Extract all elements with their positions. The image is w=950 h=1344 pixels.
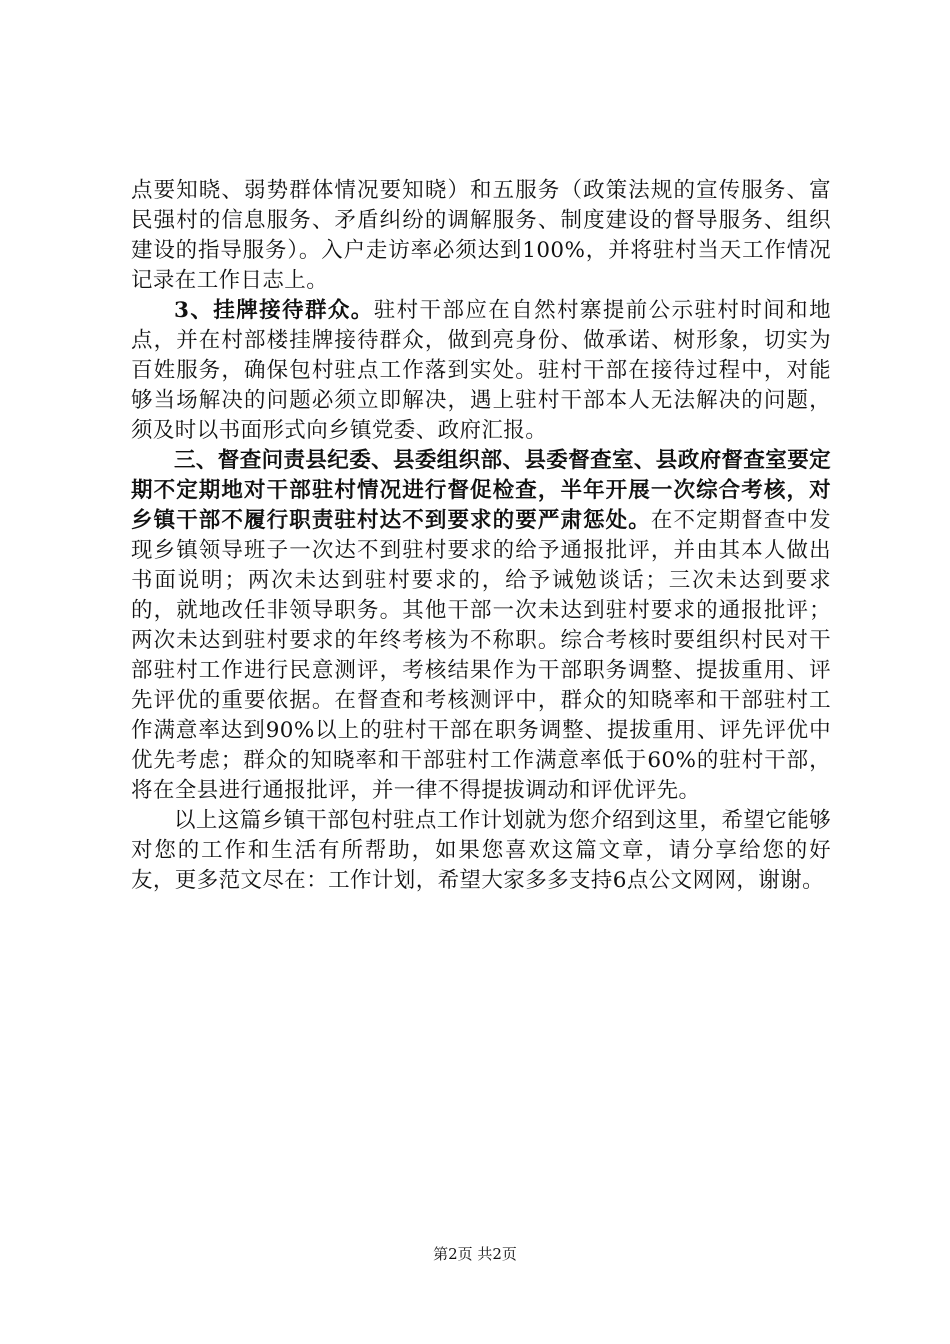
paragraph-heading: 三、督查问责县纪委、县委组织部、县委督查室、县政府督查室要定期不定期地对干部驻村情况进行督促检查，半年开展一次综合考核，对乡镇干部不履行职责驻村达不到要求的要严肃惩处。 <box>131 448 832 533</box>
page-number: 第2页 共2页 <box>433 1245 517 1263</box>
paragraph-section-3 <box>131 446 831 806</box>
paragraph-text: 点要知晓、弱势群体情况要知晓）和五服务（政策法规的宣传服务、富民强村的信息服务、矛盾纠纷的调解服务、制度建设的督导服务、组织建设的指导服务）。入户走访率必须达到100%，并将驻村当天工作情况记录在工作日志上。 <box>131 178 831 293</box>
paragraph-heading: 3、挂牌接待群众。 <box>174 298 374 323</box>
page-footer <box>0 1244 950 1264</box>
paragraph-continuation <box>131 176 831 296</box>
paragraph-item-3 <box>131 296 831 446</box>
paragraph-closing <box>131 806 831 896</box>
document-body <box>131 176 831 896</box>
paragraph-text: 以上这篇乡镇干部包村驻点工作计划就为您介绍到这里，希望它能够对您的工作和生活有所帮助，如果您喜欢这篇文章，请分享给您的好友，更多范文尽在：工作计划，希望大家多多支持6点公文网网，谢谢。 <box>131 808 832 893</box>
paragraph-text: 在不定期督查中发现乡镇领导班子一次达不到驻村要求的给予通报批评，并由其本人做出书面说明；两次未达到驻村要求的，给予诫勉谈话；三次未达到要求的，就地改任非领导职务。其他干部一次未达到驻村要求的通报批评；两次未达到驻村要求的年终考核为不称职。综合考核时要组织村民对干部驻村工作进行民意测评，考核结果作为干部职务调整、提拔重用、评先评优的重要依据。在督查和考核测评中，群众的知晓率和干部驻村工作满意率达到90%以上的驻村干部在职务调整、提拔重用、评先评优中优先考虑；群众的知晓率和干部驻村工作满意率低于60%的驻村干部，将在全县进行通报批评，并一律不得提拔调动和评优评先。 <box>131 508 831 803</box>
paragraph-text: 驻村干部应在自然村寨提前公示驻村时间和地点，并在村部楼挂牌接待群众，做到亮身份、做承诺、树形象，切实为百姓服务，确保包村驻点工作落到实处。驻村干部在接待过程中，对能够当场解决的问题必须立即解决，遇上驻村干部本人无法解决的问题，须及时以书面形式向乡镇党委、政府汇报。 <box>131 298 831 443</box>
